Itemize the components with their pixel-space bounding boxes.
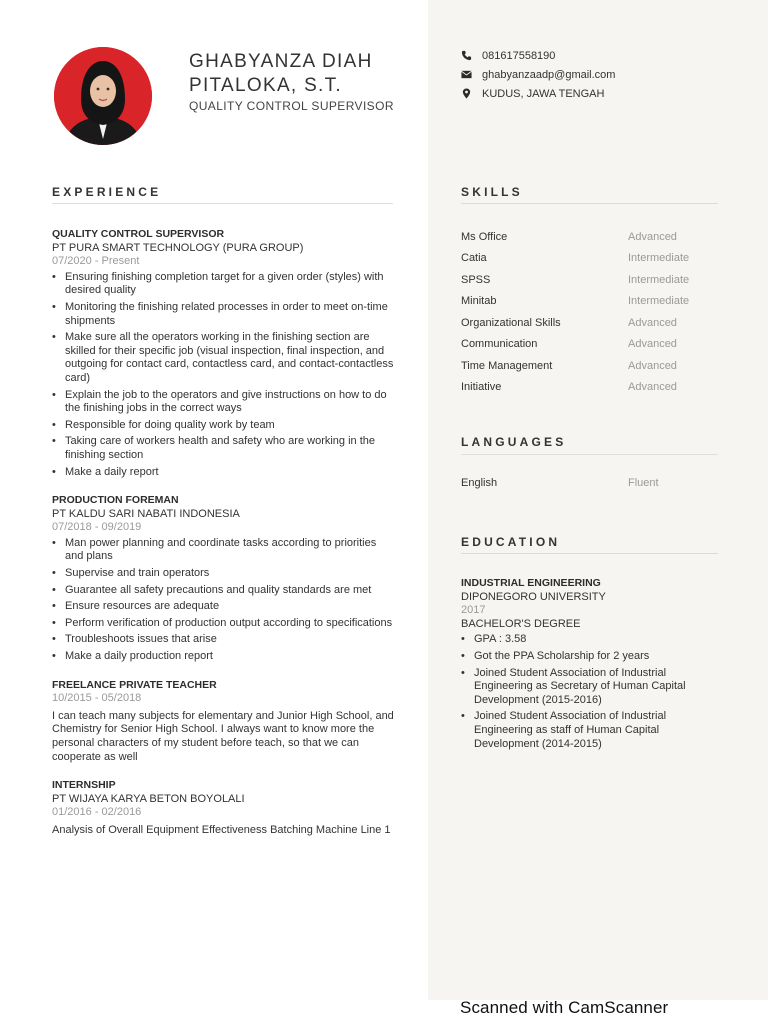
skill-name: Organizational Skills [461,316,561,329]
job-bullet: • Ensure resources are adequate [65,600,394,614]
contact-info [461,46,615,103]
experience-divider [52,203,393,204]
graduation-year: 2017 [461,604,486,617]
experience-item [52,494,394,664]
skills-list [461,226,711,398]
envelope-icon [461,69,472,80]
job-bullet: • Perform verification of production output according to specifications [65,617,394,631]
skill-name: Time Management [461,359,553,372]
skill-level: Advanced [628,230,677,243]
skill-row [461,355,711,377]
phone-icon [461,50,472,61]
skill-name: Initiative [461,381,502,394]
candidate-role: QUALITY CONTROL SUPERVISOR [189,99,394,113]
job-bullets [52,537,394,664]
skill-row [461,226,711,248]
contact-email-row [461,65,615,84]
skill-level: Advanced [628,381,677,394]
job-dates: 10/2015 - 05/2018 [52,692,142,705]
education-divider [461,553,718,554]
email-address: ghabyanzaadp@gmail.com [482,68,616,81]
skill-level: Advanced [628,359,677,372]
phone-number: 081617558190 [482,49,556,62]
job-description: Analysis of Overall Equipment Effectiveness Batching Machine Line 1 [52,823,391,836]
job-bullet: • Responsible for doing quality work by team [65,419,394,433]
skills-heading: SKILLS [461,185,523,199]
skill-name: Ms Office [461,230,508,243]
person-avatar-icon [54,47,152,145]
job-dates: 07/2018 - 09/2019 [52,521,142,534]
language-row [461,477,711,489]
education-bullet: • Got the PPA Scholarship for 2 years [474,650,717,664]
job-bullets [52,271,394,479]
education-bullet: • GPA : 3.58 [474,633,717,647]
skill-row [461,377,711,399]
language-level: Fluent [628,477,659,489]
job-title: INTERNSHIP [52,779,116,792]
skill-row [461,291,711,313]
job-dates: 01/2016 - 02/2016 [52,806,142,819]
university-name: DIPONEGORO UNIVERSITY [461,590,606,603]
skill-level: Advanced [628,316,677,329]
experience-item [52,679,394,765]
education-field: INDUSTRIAL ENGINEERING [461,577,601,589]
skill-level: Intermediate [628,273,690,286]
experience-item [52,228,394,479]
candidate-name: GHABYANZA DIAH PITALOKA, S.T. [189,51,373,96]
skill-level: Intermediate [628,295,690,308]
contact-location-row [461,84,615,103]
job-bullet: • Troubleshoots issues that arise [65,633,394,647]
languages-divider [461,454,718,455]
contact-phone-row [461,46,615,65]
job-title: FREELANCE PRIVATE TEACHER [52,678,217,691]
skills-divider [461,203,718,204]
job-bullet: • Man power planning and coordinate tasks according to priorities and plans [65,537,394,564]
skill-row [461,269,711,291]
experience-list [52,228,394,853]
skill-name: SPSS [461,273,491,286]
skill-row [461,248,711,270]
job-bullet: • Explain the job to the operators and give instructions on how to do the finishing jobs in the correct ways [65,389,394,416]
language-name: English [461,477,498,489]
education-bullets [461,633,717,751]
job-bullet: • Make sure all the operators working in the finishing section are skilled for their specific job (visual inspection, final inspection, and outgoing for contact card, contactless card, and contact-contactless card) [65,331,394,385]
skill-name: Minitab [461,295,497,308]
job-title: QUALITY CONTROL SUPERVISOR [52,228,225,240]
job-bullet: • Monitoring the finishing related processes in order to meet on-time shipments [65,301,394,328]
location: KUDUS, JAWA TENGAH [482,87,605,100]
job-dates: 07/2020 - Present [52,255,140,268]
skill-row [461,312,711,334]
job-title: PRODUCTION FOREMAN [52,494,179,507]
education-heading: EDUCATION [461,535,561,549]
job-bullet: • Make a daily report [65,466,394,480]
right-panel [428,0,768,1000]
job-bullet: • Supervise and train operators [65,567,394,581]
job-bullet: • Taking care of workers health and safety who are working in the finishing section [65,435,394,462]
education-item [461,577,717,754]
location-pin-icon [461,88,472,99]
skill-row [461,334,711,356]
skill-level: Intermediate [628,252,690,265]
skill-name: Catia [461,252,487,265]
job-bullet: • Make a daily production report [65,650,394,664]
company-name: PT WIJAYA KARYA BETON BOYOLALI [52,792,245,805]
company-name: PT PURA SMART TECHNOLOGY (PURA GROUP) [52,241,304,254]
degree: BACHELOR'S DEGREE [461,617,581,630]
company-name: PT KALDU SARI NABATI INDONESIA [52,507,240,520]
skill-level: Advanced [628,338,677,351]
experience-item [52,779,394,837]
job-bullet: • Ensuring finishing completion target for a given order (styles) with desired quality [65,271,394,298]
education-bullet: • Joined Student Association of Industrial Engineering as Secretary of Human Capital Development (2015-2016) [474,667,717,708]
languages-heading: LANGUAGES [461,435,567,449]
job-bullet: • Guarantee all safety precautions and quality standards are met [65,584,394,598]
experience-heading: EXPERIENCE [52,185,162,199]
job-description: I can teach many subjects for elementary and Junior High School, and Chemistry for Senior High School. I always want to know more the personal characters of my student before teach, so that we can cooperate as well [52,709,394,763]
skill-name: Communication [461,338,538,351]
camscanner-watermark: Scanned with CamScanner [460,998,669,1017]
education-bullet: • Joined Student Association of Industrial Engineering as staff of Human Capital Development (2014-2015) [474,710,717,751]
profile-photo [54,47,152,145]
